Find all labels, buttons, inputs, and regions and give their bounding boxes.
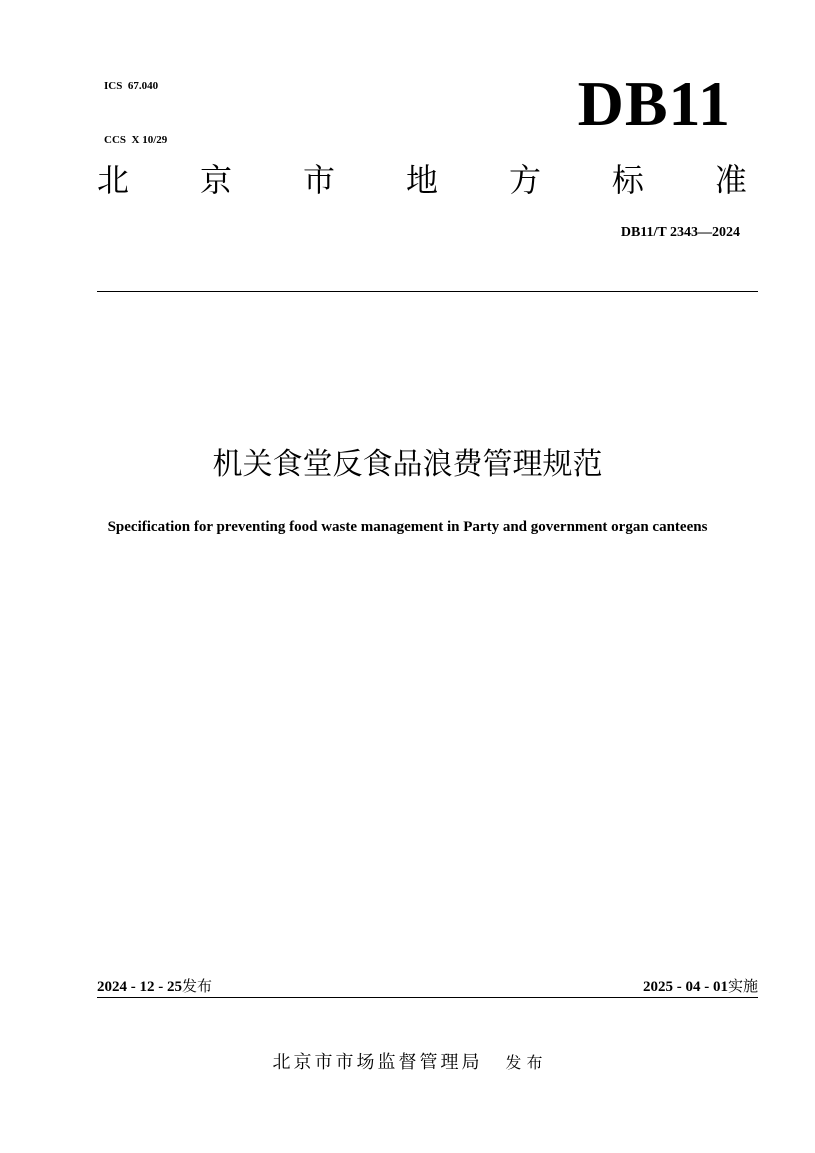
document-title-en: Specification for preventing food waste management in Party and government organ canteens <box>107 519 708 535</box>
standard-type-char: 北 <box>97 161 130 199</box>
standard-type-char: 地 <box>405 161 438 199</box>
standard-type-char: 方 <box>508 161 541 199</box>
publish-date: 2024 - 12 - 25 <box>97 979 182 995</box>
issuer-action: 发 布 <box>505 1053 543 1072</box>
issuer-line <box>0 1050 815 1076</box>
standard-type-heading <box>97 160 747 200</box>
standard-type-char: 市 <box>302 161 335 199</box>
implement-label: 实施 <box>727 977 758 995</box>
implement-date-block <box>643 975 758 998</box>
document-title-cn: 机关食堂反食品浪费管理规范 <box>212 447 603 482</box>
standard-type-char: 京 <box>199 161 232 199</box>
ccs-code: CCS X 10/29 <box>104 134 168 146</box>
standard-type-char: 标 <box>611 161 644 199</box>
date-row <box>97 975 758 998</box>
standard-mark: DB11 <box>577 68 731 139</box>
implement-date: 2025 - 04 - 01 <box>642 979 728 995</box>
header-divider <box>97 291 758 292</box>
publish-label: 发布 <box>182 977 213 995</box>
standard-type-char: 准 <box>714 161 747 199</box>
publish-date-block <box>97 975 212 998</box>
classification-codes <box>104 41 167 167</box>
issuer-name: 北京市市场监督管理局 <box>272 1052 483 1073</box>
ics-code: ICS 67.040 <box>104 80 159 92</box>
standard-number: DB11/T 2343—2024 <box>620 225 740 240</box>
